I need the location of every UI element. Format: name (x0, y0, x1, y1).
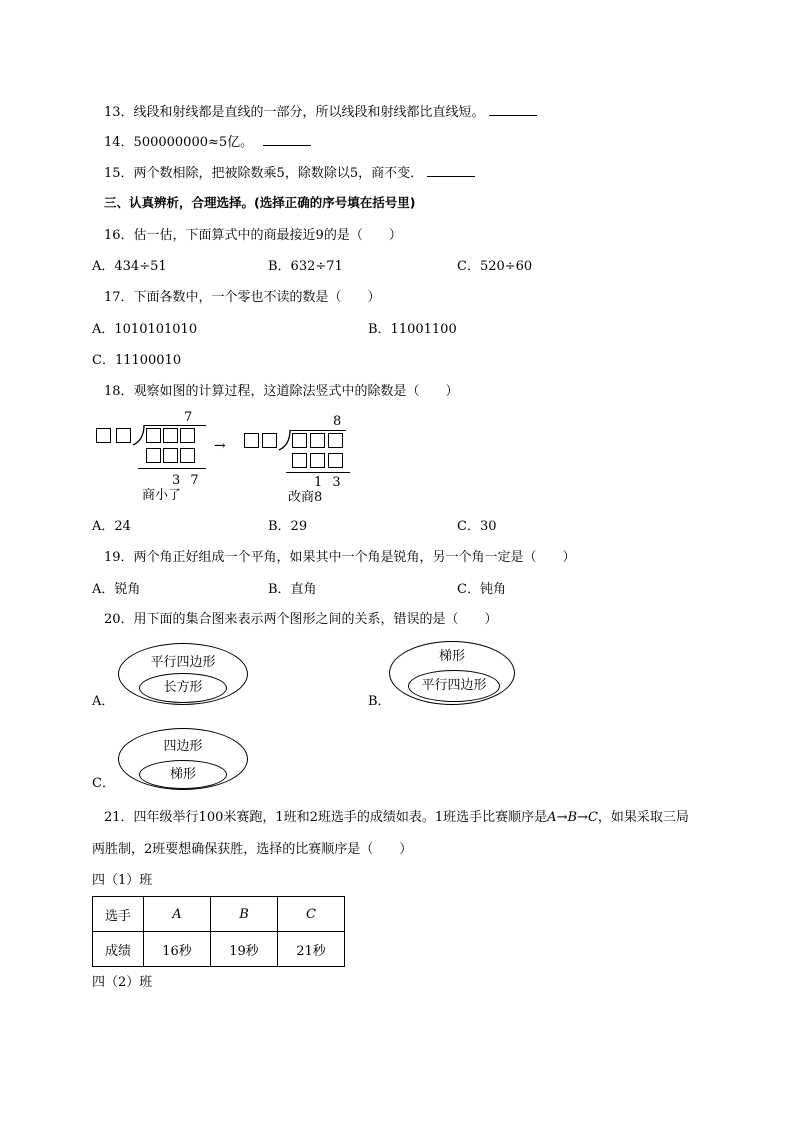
question-14-text: 14．500000000≈5亿。 (104, 135, 254, 150)
venn-inner-label-b: 平行四边形 (421, 678, 487, 693)
divisor-box (96, 428, 111, 443)
section-title-3: 三、认真辨析，合理选择。(选择正确的序号填在括号里) (104, 195, 416, 210)
dividend-box (292, 433, 307, 448)
question-19-option-c[interactable]: C．钝角 (457, 582, 506, 597)
product-box (180, 448, 195, 463)
divisor-box (244, 433, 259, 448)
table-cell: A (144, 897, 211, 932)
question-20-option-b-label[interactable]: B． (368, 694, 391, 709)
question-17-option-a[interactable]: A．1010101010 (92, 322, 198, 337)
dividend-box (328, 433, 343, 448)
division-bracket-line (290, 430, 346, 431)
question-19-text: 19．两个角正好组成一个平角，如果其中一个角是锐角，另一个角一定是（ ） (104, 550, 576, 565)
table-row (93, 897, 345, 932)
subtraction-line (138, 468, 206, 469)
product-box (163, 448, 178, 463)
remainder-left: 3 7 (172, 473, 199, 488)
product-box (310, 453, 325, 468)
dividend-box (163, 428, 178, 443)
dividend-box (310, 433, 325, 448)
caption-left: 商小了 (142, 488, 182, 503)
venn-inner-label-c: 梯形 (169, 767, 196, 782)
question-13-text: 13．线段和射线都是直线的一部分，所以线段和射线都比直线短。 (104, 105, 485, 120)
dividend-box (146, 428, 161, 443)
venn-outer-label-a: 平行四边形 (150, 655, 216, 670)
subtraction-line (286, 472, 350, 473)
table-cell: 19秒 (211, 932, 278, 967)
question-21-line-1 (104, 809, 689, 827)
quotient-digit-left: 7 (184, 410, 193, 425)
question-14 (104, 133, 311, 152)
table-cell: 选手 (93, 897, 144, 932)
division-bracket-curve (278, 429, 292, 451)
question-15-text: 15．两个数相除，把被除数乘5，除数除以5，商不变． (104, 166, 424, 181)
question-19-option-a[interactable]: A．锐角 (92, 582, 141, 597)
score-table (92, 896, 345, 967)
venn-outer-label-c: 四边形 (163, 739, 203, 754)
question-17-option-b[interactable]: B．11001100 (368, 322, 457, 337)
answer-blank-15[interactable] (427, 164, 475, 177)
arrow-right-icon: → (577, 810, 588, 825)
table-cell: 成绩 (93, 932, 144, 967)
order-item: A (547, 810, 557, 825)
product-box (328, 453, 343, 468)
question-21-text-pre: 21．四年级举行100米赛跑，1班和2班选手的成绩如表。1班选手比赛顺序是 (104, 810, 548, 825)
order-item: C (587, 810, 598, 825)
table-cell: B (211, 897, 278, 932)
division-bracket-line (144, 425, 206, 426)
arrow-right-icon: → (556, 810, 568, 825)
question-18-text: 18．观察如图的计算过程，这道除法竖式中的除数是（ ） (104, 384, 459, 399)
divisor-box (262, 433, 277, 448)
question-17-option-c[interactable]: C．11100010 (92, 353, 182, 368)
product-box (146, 448, 161, 463)
quotient-digit-right: 8 (333, 414, 342, 429)
question-16-option-c[interactable]: C．520÷60 (457, 259, 533, 274)
question-16-option-a[interactable]: A．434÷51 (92, 259, 167, 274)
question-19-option-b[interactable]: B．直角 (268, 582, 317, 597)
table-cell: 16秒 (144, 932, 211, 967)
question-20-option-c-label[interactable]: C． (92, 776, 115, 791)
answer-blank-13[interactable] (489, 103, 537, 116)
class-1-label: 四（1）班 (92, 873, 153, 888)
division-bracket-curve (132, 424, 146, 446)
remainder-right: 1 3 (314, 475, 341, 490)
question-20-option-a-label[interactable]: A． (92, 694, 115, 709)
venn-outer-label-b: 梯形 (438, 649, 465, 664)
question-21-line-2: 两胜制，2班要想确保获胜，选择的比赛顺序是（ ） (92, 842, 413, 857)
question-18-option-b[interactable]: B．29 (268, 519, 308, 534)
table-cell: C (278, 897, 345, 932)
divisor-box (116, 428, 131, 443)
question-18-option-c[interactable]: C．30 (457, 519, 497, 534)
answer-blank-14[interactable] (263, 133, 311, 146)
class-2-label: 四（2）班 (92, 975, 153, 990)
venn-inner-label-a: 长方形 (163, 680, 203, 695)
question-20-text: 20．用下面的集合图来表示两个图形之间的关系，错误的是（ ） (104, 612, 498, 627)
question-13 (104, 103, 537, 122)
caption-right: 改商8 (288, 490, 323, 505)
question-16-text: 16．估一估，下面算式中的商最接近9的是（ ） (104, 228, 402, 243)
table-cell: 21秒 (278, 932, 345, 967)
question-21-text-post: ，如果采取三局 (597, 810, 689, 825)
table-row (93, 932, 345, 967)
dividend-box (180, 428, 195, 443)
order-item: B (567, 810, 578, 825)
question-16-option-b[interactable]: B．632÷71 (268, 259, 343, 274)
question-18-option-a[interactable]: A．24 (92, 519, 131, 534)
product-box (292, 453, 307, 468)
arrow-right-icon: → (214, 438, 226, 454)
question-17-text: 17．下面各数中，一个零也不读的数是（ ） (104, 290, 381, 305)
question-15 (104, 164, 475, 183)
